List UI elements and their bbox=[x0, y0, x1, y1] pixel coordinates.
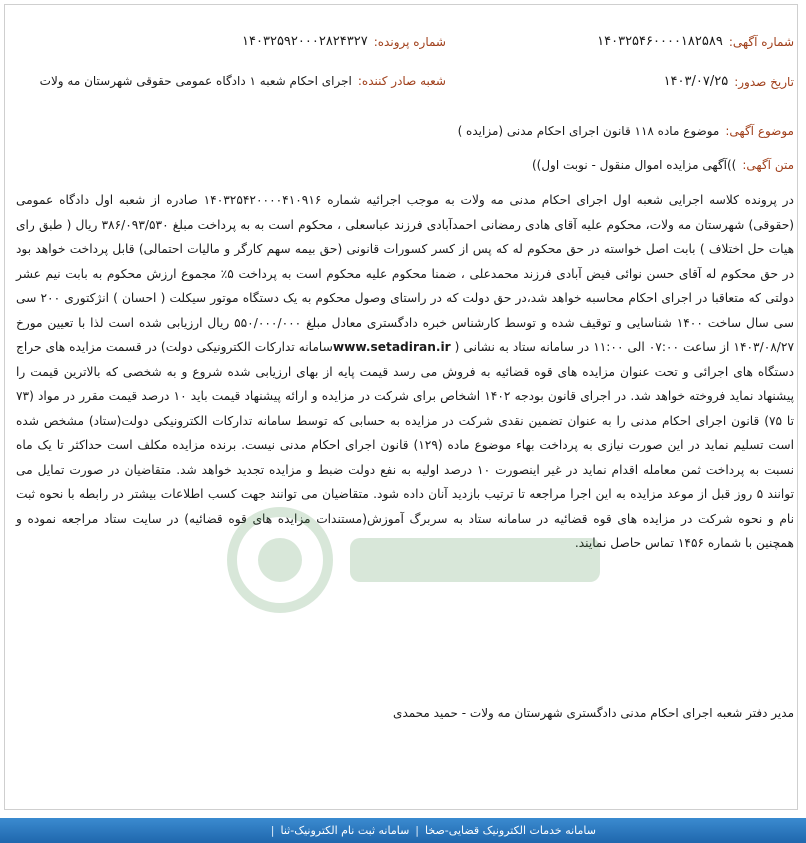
text-title-row bbox=[532, 158, 794, 172]
footer-link-sakha[interactable]: سامانه خدمات الکترونیک قضایی-صخا bbox=[425, 824, 596, 837]
issue-date-row bbox=[664, 74, 794, 89]
notice-body-part1: در پرونده کلاسه اجرایی شعبه اول اجرای احکام مدنی مه ولات به موجب اجرائیه شماره ۱۴۰۳۲۵۴۲۰۰۰۰۴۱۰۹۱۶ صادره از شعبه اول دادگاه عمومی (حقوقی) شهرستان مه ولات، محکوم علیه آقای هادی رمضانی احمدآبادی فرزند عباسعلی ، محکوم است به به پرداخت مبلغ ۳۸۶/۰۹۳/۵۳۰ ریال ( طبق رای هیات حل اختلاف ) بابت اصل خواسته در حق محکوم له که پس از کسر کسورات قانونی (حق بیمه سهم کارگر و مالیات احتمالی) قابل پرداخت خواهد بود در حق محکوم له آقای حسن نوائی فیض آبادی فرزند محمدعلی ، ضمنا محکوم علیه محکوم است به پرداخت ۵٪ مجموع ارزش محکوم به بابت نیم عشر دولتی که متعاقبا در اجرای احکام محاسبه خواهد شد،در حق دولت که در راستای وصول محکوم به یک دستگاه موتور سیکلت ( احسان ) انژکتوری ۲۰۰ سی سی سال ساخت ۱۴۰۰ شناسایی و توقیف شده و توسط کارشناس خبره دادگستری معادل مبلغ ۵۵۰/۰۰۰/۰۰۰ ریال ارزیابی شده است لذا با تعیین مورخ ۱۴۰۳/۰۸/۲۷ از ساعت ۰۷:۰۰ الی ۱۱:۰۰ در سامانه ستاد به نشانی ( bbox=[16, 193, 795, 354]
file-number-row bbox=[242, 34, 446, 49]
text-title: ))آگهی مزایده اموال منقول - نوبت اول)) bbox=[531, 158, 737, 172]
subject-row bbox=[458, 124, 794, 138]
footer-bar bbox=[0, 818, 806, 843]
subject: موضوع ماده ۱۱۸ قانون اجرای احکام مدنی (مزایده ) bbox=[457, 124, 720, 138]
ad-number-label: شماره آگهی: bbox=[728, 34, 794, 49]
issuer-label: شعبه صادر کننده: bbox=[357, 74, 446, 88]
setad-url: www.setadiran.ir bbox=[332, 340, 451, 354]
footer-link-sana[interactable]: سامانه ثبت نام الکترونیک-ثنا bbox=[280, 824, 410, 837]
issuer-row bbox=[40, 74, 446, 88]
issue-date: ۱۴۰۳/۰۷/۲۵ bbox=[663, 74, 729, 89]
notice-body bbox=[16, 188, 794, 556]
notice-body-part2: سامانه تدارکات الکترونیکی دولت) در قسمت مزایده های حراج دستگاه های اجرائی و تحت عنوان مزایده های قوه قضائیه به فروش می رسد قیمت پایه از بهای ارزیابی شده شروع و به شخصی که بالاترین قیمت را پیشنهاد نماید فروخته خواهد شد. در اجرای قانون بودجه ۱۴۰۲ اشخاص برای شرکت در مزایده و ارائه پیشنهاد قیمت باید ۱۰ درصد قیمت مقرر در مواد (۷۳ تا ۷۵) قانون اجرای احکام مدنی را به عنوان تضمین نقدی شرکت در مزایده به حسابی که توسط سامانه تدارکات الکترونیکی دولت(ستاد) مشخص شده است تسلیم نماید در این صورت نیازی به پرداخت بهاء موضوع ماده (۱۲۹) قانون اجرای احکام مدنی نیست. برنده مزایده مکلف است حداکثر تا یک ماه نسبت به پرداخت ثمن معامله اقدام نماید در غیر اینصورت ۱۰ درصد اولیه به نفع دولت ضبط و مزایده تجدید خواهد شد. متقاضیان در صورت تمایل می توانند ۵ روز قبل از موعد مزایده به این اجرا مراجعه تا ترتیب بازدید آنان داده شود. متقاضیان می توانند جهت کسب اطلاعات بیشتر در رابطه با نحوه ثبت نام و نحوه شرکت در مزایده های قوه قضائیه در سامانه ستاد به سربرگ آموزش(مستندات مزایده های قوه قضائیه) در سایت ستاد مراجعه نموده و همچنین با شماره ۱۴۵۶ تماس حاصل نمایند. bbox=[16, 340, 794, 550]
issue-date-label: تاریخ صدور: bbox=[734, 74, 794, 89]
ad-number-row bbox=[597, 34, 794, 49]
footer-separator-end: | bbox=[270, 824, 275, 837]
file-number-label: شماره پرونده: bbox=[373, 34, 446, 49]
signature: مدیر دفتر شعبه اجرای احکام مدنی دادگستری شهرستان مه ولات - حمید محمدی bbox=[393, 706, 794, 720]
file-number: ۱۴۰۳۲۵۹۲۰۰۰۲۸۲۴۳۲۷ bbox=[242, 34, 368, 49]
issuer: اجرای احکام شعبه ۱ دادگاه عمومی حقوقی شهرستان مه ولات bbox=[39, 74, 352, 88]
ad-number: ۱۴۰۳۲۵۴۶۰۰۰۰۱۸۲۵۸۹ bbox=[597, 34, 723, 49]
text-label: متن آگهی: bbox=[742, 158, 794, 172]
subject-label: موضوع آگهی: bbox=[725, 124, 794, 138]
footer-separator: | bbox=[415, 824, 420, 837]
